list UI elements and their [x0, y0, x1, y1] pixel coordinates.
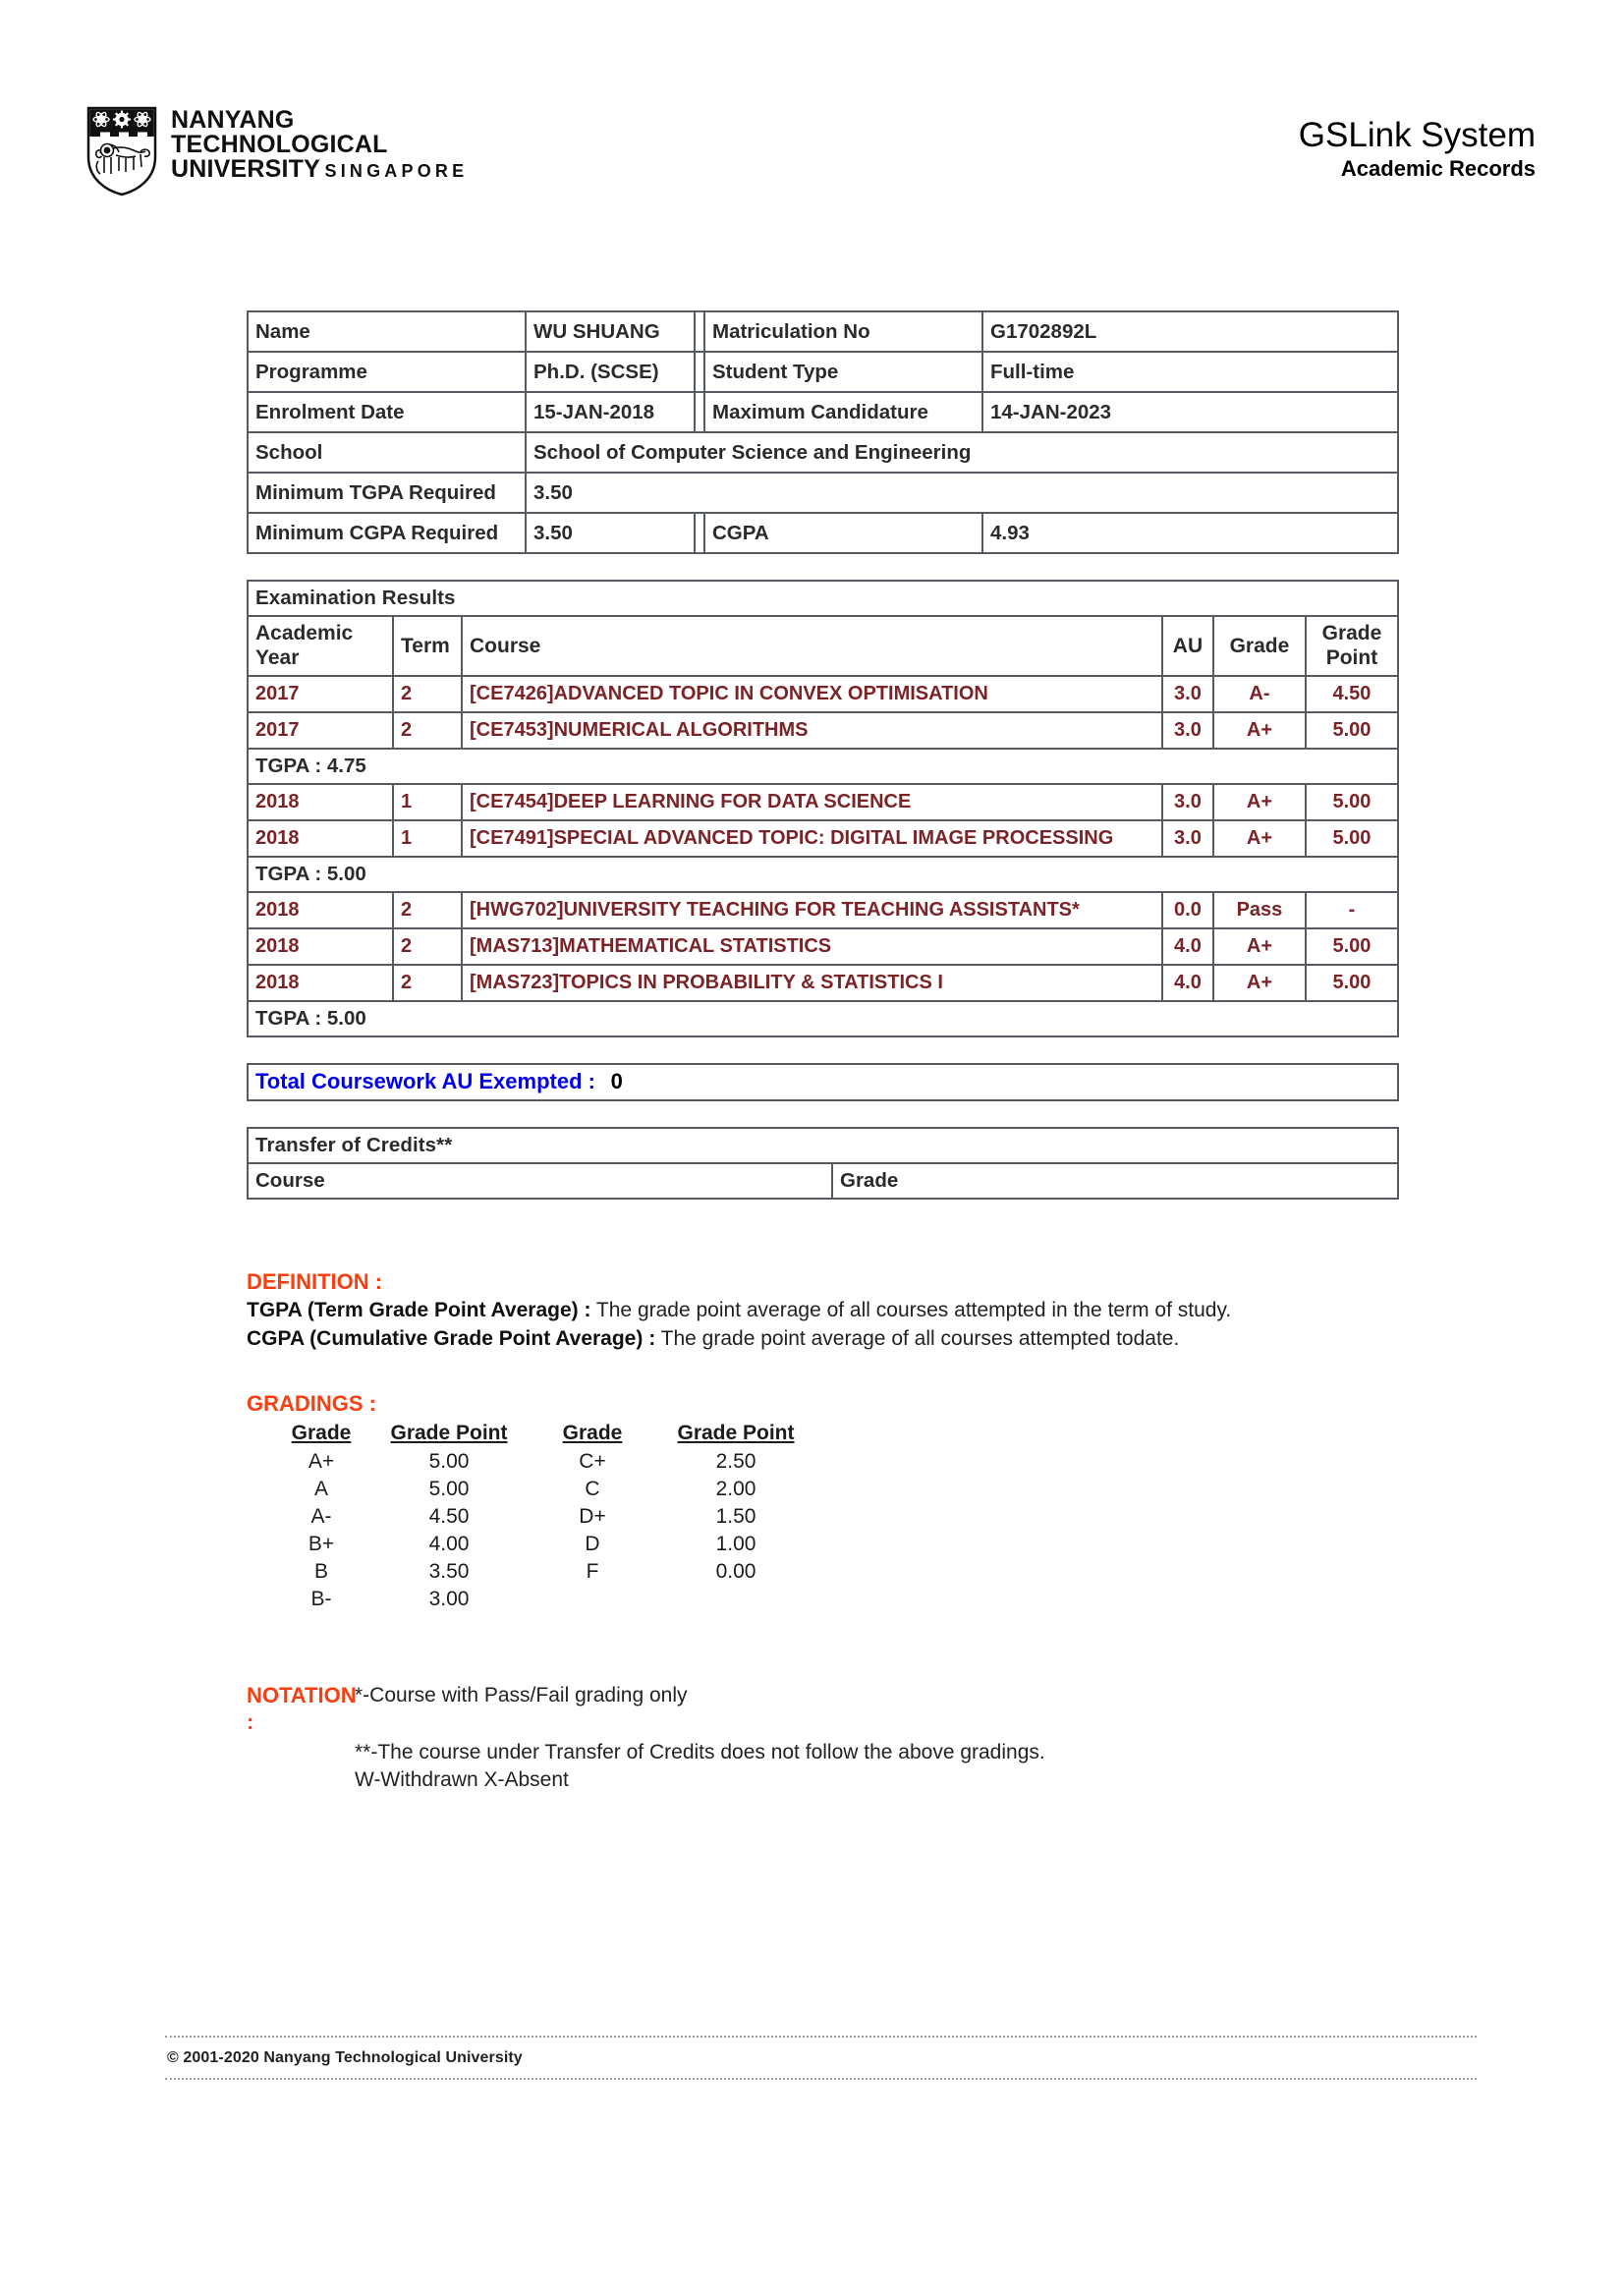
exempted-value: 0	[610, 1069, 623, 1093]
ntu-crest-icon	[86, 106, 157, 196]
grade-right	[532, 1586, 653, 1613]
grade-left: B-	[310, 1588, 332, 1610]
table-row	[276, 1448, 818, 1476]
table-row	[249, 1065, 1397, 1099]
column-header-grade-point: Grade Point	[1307, 617, 1397, 677]
value-student-type: Full-time	[983, 353, 1397, 393]
column-header-course: Course	[463, 617, 1163, 677]
notation-line-3: W-Withdrawn X-Absent	[355, 1768, 569, 1791]
tgpa-label: TGPA : 5.00	[255, 1007, 366, 1030]
tgpa-row	[249, 750, 1397, 785]
cell-grade-point: 5.00	[1307, 821, 1397, 858]
value-enrolment-date: 15-JAN-2018	[527, 393, 696, 433]
cell-grade: A+	[1214, 713, 1307, 750]
table-row	[249, 785, 1397, 821]
column-header-grade: Grade	[1214, 617, 1307, 677]
column-header-term: Term	[394, 617, 463, 677]
cell-grade: Pass	[1214, 893, 1307, 929]
copyright-text: © 2001-2020 Nanyang Technological University	[167, 2049, 523, 2066]
table-row	[276, 1503, 818, 1531]
grade-left: B+	[308, 1533, 335, 1555]
cell-course: [MAS713]MATHEMATICAL STATISTICS	[463, 929, 1163, 966]
definition-cgpa-line	[247, 1324, 1399, 1353]
examination-results-header-row	[249, 582, 1397, 617]
table-row	[249, 677, 1397, 713]
tgpa-label: TGPA : 5.00	[249, 858, 1397, 893]
student-info-table	[247, 310, 1399, 554]
label-cgpa: CGPA	[705, 514, 983, 552]
cell-grade-point: 4.50	[1307, 677, 1397, 713]
cell-academic-year: 2018	[249, 785, 394, 821]
cell-course: [HWG702]UNIVERSITY TEACHING FOR TEACHING ASSISTANTS*	[463, 893, 1163, 929]
point-left: 4.50	[428, 1505, 470, 1528]
gradings-col-header-point-right: Grade Point	[677, 1422, 795, 1444]
definition-cgpa-text: The grade point average of all courses attempted todate.	[660, 1327, 1180, 1350]
point-left: 5.00	[428, 1450, 470, 1473]
definition-cgpa-term: CGPA (Cumulative Grade Point Average) :	[247, 1327, 656, 1350]
tgpa-label: TGPA : 4.75	[249, 750, 1397, 785]
system-title: GSLink System	[1298, 116, 1536, 154]
label-student-type: Student Type	[705, 353, 983, 393]
label-minimum-tgpa: Minimum TGPA Required	[249, 474, 527, 514]
column-gap	[696, 312, 705, 353]
cell-au: 3.0	[1163, 677, 1214, 713]
transfer-of-credits-table	[247, 1127, 1399, 1200]
column-gap	[696, 514, 705, 552]
column-header-transfer-grade: Grade	[840, 1169, 899, 1192]
cell-au: 3.0	[1163, 821, 1214, 858]
page-footer	[165, 2036, 1477, 2080]
table-row	[249, 713, 1397, 750]
cell-au: 4.0	[1163, 929, 1214, 966]
cell-academic-year: 2018	[249, 966, 394, 1002]
cell-academic-year: 2018	[249, 893, 394, 929]
table-row	[249, 433, 1397, 474]
table-header-row	[276, 1422, 818, 1448]
cell-grade-point: 5.00	[1307, 713, 1397, 750]
grade-right: D+	[579, 1505, 606, 1528]
cell-course: [CE7491]SPECIAL ADVANCED TOPIC: DIGITAL IMAGE PROCESSING	[463, 821, 1163, 858]
table-row	[276, 1476, 818, 1503]
cell-academic-year: 2018	[249, 821, 394, 858]
cell-au: 3.0	[1163, 713, 1214, 750]
cell-course: [CE7453]NUMERICAL ALGORITHMS	[463, 713, 1163, 750]
value-minimum-tgpa: 3.50	[527, 474, 1397, 514]
gradings-heading: GRADINGS :	[247, 1391, 376, 1416]
cell-grade: A+	[1214, 966, 1307, 1002]
notation-heading: NOTATION :	[247, 1683, 357, 1734]
point-right	[653, 1586, 818, 1613]
value-cgpa: 4.93	[990, 521, 1030, 544]
point-left: 3.00	[428, 1588, 470, 1610]
system-subtitle: Academic Records	[1340, 156, 1536, 181]
cell-academic-year: 2017	[249, 713, 394, 750]
cell-course: [MAS723]TOPICS IN PROBABILITY & STATISTICS I	[463, 966, 1163, 1002]
table-row	[249, 474, 1397, 514]
cell-grade: A-	[1214, 677, 1307, 713]
grade-right: F	[586, 1560, 599, 1583]
table-row	[249, 514, 1397, 552]
cell-term: 2	[394, 893, 463, 929]
table-header-row	[249, 617, 1397, 677]
value-matriculation-no: G1702892L	[983, 312, 1397, 353]
header-titles	[1299, 116, 1536, 182]
cell-grade-point: 5.00	[1307, 929, 1397, 966]
cell-grade-point: 5.00	[1307, 966, 1397, 1002]
point-right: 2.00	[715, 1478, 756, 1500]
notation-body	[355, 1682, 1399, 1794]
column-header-academic-year: Academic Year	[249, 617, 394, 677]
grade-left: B	[313, 1560, 328, 1583]
point-right: 0.00	[715, 1560, 756, 1583]
label-maximum-candidature: Maximum Candidature	[705, 393, 983, 433]
definition-tgpa-term: TGPA (Term Grade Point Average) :	[247, 1299, 591, 1321]
definition-tgpa-line	[247, 1296, 1399, 1324]
document-body	[247, 310, 1399, 1829]
tgpa-row	[249, 1002, 1397, 1036]
cell-term: 1	[394, 821, 463, 858]
notation-line-1: *-Course with Pass/Fail grading only	[355, 1684, 688, 1707]
cell-grade-point: -	[1307, 893, 1397, 929]
point-right: 1.00	[715, 1533, 756, 1555]
cell-grade: A+	[1214, 821, 1307, 858]
table-row	[249, 353, 1397, 393]
table-row	[276, 1558, 818, 1586]
logo-line-3: UNIVERSITY	[171, 155, 321, 183]
cell-au: 0.0	[1163, 893, 1214, 929]
examination-results-title: Examination Results	[249, 582, 1397, 617]
cell-au: 3.0	[1163, 785, 1214, 821]
grade-right: C	[585, 1478, 600, 1500]
ntu-logo	[86, 106, 468, 196]
grade-left: A-	[310, 1505, 332, 1528]
value-school: School of Computer Science and Engineering	[527, 433, 1397, 474]
cell-term: 2	[394, 677, 463, 713]
table-row	[249, 929, 1397, 966]
exempted-cell	[249, 1065, 1397, 1099]
transfer-header-row	[249, 1129, 1397, 1164]
gradings-table	[276, 1422, 818, 1613]
value-minimum-cgpa: 3.50	[527, 514, 696, 552]
label-enrolment-date: Enrolment Date	[249, 393, 527, 433]
cell-term: 2	[394, 713, 463, 750]
definition-heading: DEFINITION :	[247, 1269, 383, 1294]
point-right: 1.50	[715, 1505, 756, 1528]
cell-term: 2	[394, 966, 463, 1002]
label-school: School	[249, 433, 527, 474]
point-left: 3.50	[428, 1560, 470, 1583]
table-row	[276, 1586, 818, 1613]
label-matriculation-no: Matriculation No	[705, 312, 983, 353]
column-header-transfer-course: Course	[249, 1164, 833, 1198]
cell-course: [CE7426]ADVANCED TOPIC IN CONVEX OPTIMISATION	[463, 677, 1163, 713]
cell-term: 2	[394, 929, 463, 966]
table-row	[249, 821, 1397, 858]
notation-line-2: **-The course under Transfer of Credits does not follow the above gradings.	[355, 1741, 1045, 1763]
label-programme: Programme	[249, 353, 527, 393]
definition-section	[247, 1268, 1399, 1353]
grade-left: A+	[308, 1450, 335, 1473]
exempted-label: Total Coursework AU Exempted :	[255, 1069, 595, 1093]
label-name: Name	[249, 312, 527, 353]
table-row	[249, 893, 1397, 929]
table-row	[276, 1531, 818, 1558]
cell-grade: A+	[1214, 929, 1307, 966]
label-minimum-cgpa: Minimum CGPA Required	[249, 514, 527, 552]
grade-left: A	[313, 1478, 328, 1500]
value-programme: Ph.D. (SCSE)	[527, 353, 696, 393]
cell-term: 1	[394, 785, 463, 821]
value-maximum-candidature: 14-JAN-2023	[983, 393, 1397, 433]
cell-au: 4.0	[1163, 966, 1214, 1002]
coursework-exempted-table	[247, 1063, 1399, 1101]
examination-results-table	[247, 580, 1399, 1037]
table-row	[249, 312, 1397, 353]
table-header-row	[249, 1164, 1397, 1198]
transfer-of-credits-title: Transfer of Credits**	[249, 1129, 1397, 1164]
gradings-col-header-point-left: Grade Point	[390, 1422, 508, 1444]
point-right: 2.50	[715, 1450, 756, 1473]
cell-grade-point: 5.00	[1307, 785, 1397, 821]
logo-line-2: TECHNOLOGICAL	[171, 131, 388, 158]
cell-course: [CE7454]DEEP LEARNING FOR DATA SCIENCE	[463, 785, 1163, 821]
column-gap	[696, 393, 705, 433]
footer-divider-bottom	[165, 2078, 1477, 2080]
gradings-section	[247, 1390, 1399, 1613]
cell-academic-year: 2017	[249, 677, 394, 713]
table-row	[249, 393, 1397, 433]
point-left: 5.00	[428, 1478, 470, 1500]
grade-right: D	[585, 1533, 600, 1555]
logo-line-4: SINGAPORE	[324, 161, 469, 181]
gradings-col-header-grade-left: Grade	[291, 1422, 352, 1444]
gradings-col-header-grade-right: Grade	[562, 1422, 623, 1444]
cell-grade: A+	[1214, 785, 1307, 821]
cell-academic-year: 2018	[249, 929, 394, 966]
logo-line-1: NANYANG	[171, 106, 295, 134]
notation-section	[247, 1682, 1399, 1829]
column-header-au: AU	[1163, 617, 1214, 677]
point-left: 4.00	[428, 1533, 470, 1555]
value-name: WU SHUANG	[527, 312, 696, 353]
page-header	[0, 0, 1624, 183]
grade-right: C+	[579, 1450, 606, 1473]
table-row	[249, 966, 1397, 1002]
tgpa-row	[249, 858, 1397, 893]
column-gap	[696, 353, 705, 393]
definition-tgpa-text: The grade point average of all courses attempted in the term of study.	[595, 1299, 1232, 1321]
